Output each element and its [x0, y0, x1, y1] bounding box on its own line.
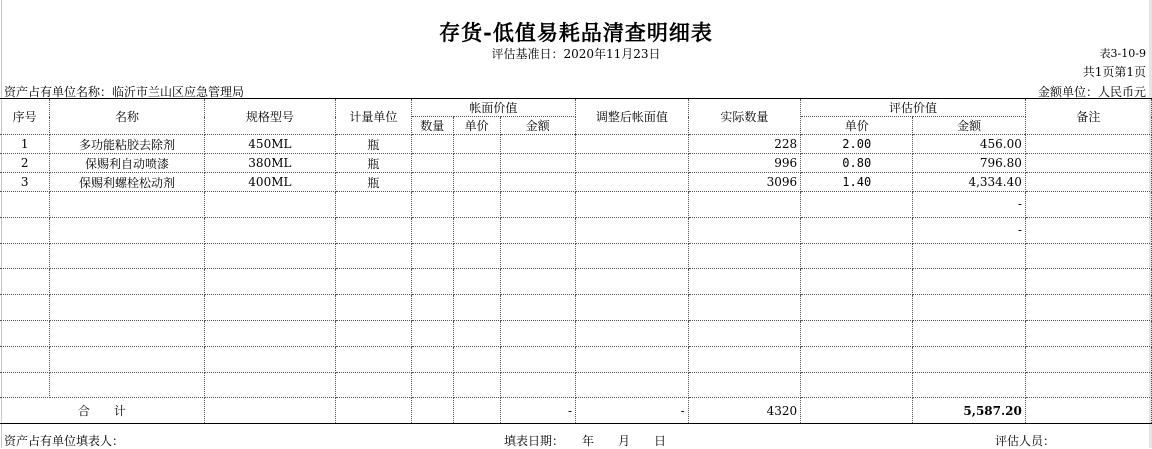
cell-price	[453, 154, 500, 173]
total-row	[0, 398, 1152, 424]
cell-eval-price	[801, 346, 913, 372]
cell-spec	[204, 192, 335, 218]
cell-price	[453, 135, 500, 154]
cell-actual-qty	[688, 372, 800, 398]
cell-remark	[1025, 320, 1151, 346]
col-amount: 金额	[500, 117, 576, 135]
cell-remark	[1025, 295, 1151, 321]
table-row	[0, 154, 1152, 173]
col-eval-value: 评估价值	[801, 99, 1026, 117]
cell-remark	[1025, 346, 1151, 372]
cell-eval-price: 2.00	[801, 135, 913, 154]
cell-seq	[0, 295, 50, 321]
cell-eval-price	[801, 320, 913, 346]
cell-eval-amount	[913, 269, 1026, 295]
table-row	[0, 346, 1152, 372]
cell-price	[453, 372, 500, 398]
total-eval-amount: 5,587.20	[913, 398, 1026, 424]
cell-seq	[0, 320, 50, 346]
cell-spec	[204, 217, 335, 243]
cell-spec: 380ML	[204, 154, 335, 173]
total-eval-price	[801, 398, 913, 424]
table-row	[0, 192, 1152, 218]
cell-name	[50, 295, 204, 321]
cell-eval-price	[801, 295, 913, 321]
cell-spec	[204, 295, 335, 321]
cell-adjusted	[576, 192, 689, 218]
col-book-value: 帐面价值	[411, 99, 575, 117]
cell-adjusted	[576, 217, 689, 243]
cell-spec: 450ML	[204, 135, 335, 154]
cell-amount	[500, 243, 576, 269]
cell-unit: 瓶	[336, 173, 412, 192]
cell-remark	[1025, 243, 1151, 269]
footer-filler: 资产占有单位填表人：	[4, 434, 125, 448]
cell-price	[453, 295, 500, 321]
total-label: 合 计	[0, 398, 204, 424]
cell-name	[50, 217, 204, 243]
cell-adjusted	[576, 269, 689, 295]
cell-qty	[411, 372, 453, 398]
cell-adjusted	[576, 135, 689, 154]
col-adjusted: 调整后帐面值	[576, 99, 689, 135]
cell-eval-amount: 796.80	[913, 154, 1026, 173]
cell-eval-price	[801, 192, 913, 218]
cell-eval-amount	[913, 243, 1026, 269]
total-spec	[204, 398, 335, 424]
cell-qty	[411, 192, 453, 218]
cell-spec	[204, 346, 335, 372]
cell-price	[453, 217, 500, 243]
cell-amount	[500, 192, 576, 218]
cell-remark	[1025, 192, 1151, 218]
cell-seq	[0, 372, 50, 398]
cell-adjusted	[576, 346, 689, 372]
table-row	[0, 269, 1152, 295]
cell-price	[453, 269, 500, 295]
report-title: 存货-低值易耗品清查明细表	[439, 20, 713, 45]
cell-remark	[1025, 217, 1151, 243]
footer-fill-date: 填表日期： 年 月 日	[504, 434, 667, 448]
table-row	[0, 295, 1152, 321]
cell-eval-price	[801, 243, 913, 269]
cell-name	[50, 269, 204, 295]
cell-unit	[336, 217, 412, 243]
cell-remark	[1025, 135, 1151, 154]
cell-eval-amount	[913, 372, 1026, 398]
cell-seq	[0, 346, 50, 372]
cell-amount	[500, 320, 576, 346]
footer-appraiser: 评估人员：	[995, 434, 1056, 448]
table-row	[0, 135, 1152, 154]
cell-adjusted	[576, 243, 689, 269]
cell-unit	[336, 346, 412, 372]
cell-amount	[500, 346, 576, 372]
cell-name: 保赐利螺栓松动剂	[50, 173, 204, 192]
cell-remark	[1025, 269, 1151, 295]
total-actual-qty: 4320	[688, 398, 800, 424]
table-row	[0, 173, 1152, 192]
total-book-amount: -	[500, 398, 576, 424]
cell-eval-amount	[913, 346, 1026, 372]
cell-actual-qty	[688, 217, 800, 243]
owner-unit: 资产占有单位名称：临沂市兰山区应急管理局	[4, 85, 245, 99]
cell-unit: 瓶	[336, 135, 412, 154]
table-row	[0, 243, 1152, 269]
cell-adjusted	[576, 320, 689, 346]
cell-actual-qty	[688, 192, 800, 218]
cell-eval-amount	[913, 295, 1026, 321]
table-row	[0, 217, 1152, 243]
cell-actual-qty	[688, 295, 800, 321]
total-adjusted: -	[576, 398, 689, 424]
cell-qty	[411, 154, 453, 173]
cell-qty	[411, 295, 453, 321]
col-unit: 计量单位	[336, 99, 412, 135]
cell-qty	[411, 269, 453, 295]
cell-unit	[336, 372, 412, 398]
cell-unit	[336, 295, 412, 321]
total-remark	[1025, 398, 1151, 424]
cell-eval-amount: -	[913, 192, 1026, 218]
cell-qty	[411, 243, 453, 269]
cell-qty	[411, 135, 453, 154]
total-price	[453, 398, 500, 424]
table-row	[0, 372, 1152, 398]
cell-unit	[336, 243, 412, 269]
cell-name	[50, 372, 204, 398]
total-qty	[411, 398, 453, 424]
cell-spec	[204, 269, 335, 295]
cell-name	[50, 192, 204, 218]
col-eval-price: 单价	[801, 117, 913, 135]
cell-spec	[204, 243, 335, 269]
col-qty: 数量	[411, 117, 453, 135]
cell-seq: 3	[0, 173, 50, 192]
page-info: 共1页第1页	[1082, 65, 1146, 79]
cell-qty	[411, 217, 453, 243]
cell-actual-qty	[688, 320, 800, 346]
cell-seq: 2	[0, 154, 50, 173]
cell-name: 多功能粘胶去除剂	[50, 135, 204, 154]
cell-seq	[0, 243, 50, 269]
col-eval-amount: 金额	[913, 117, 1026, 135]
cell-price	[453, 346, 500, 372]
cell-actual-qty	[688, 269, 800, 295]
table-row	[0, 320, 1152, 346]
base-date: 评估基准日：2020年11月23日	[491, 47, 661, 61]
cell-eval-price: 0.80	[801, 154, 913, 173]
cell-eval-price	[801, 269, 913, 295]
cell-actual-qty	[688, 243, 800, 269]
cell-remark	[1025, 372, 1151, 398]
cell-spec	[204, 320, 335, 346]
cell-name	[50, 320, 204, 346]
total-unit	[336, 398, 412, 424]
cell-actual-qty	[688, 346, 800, 372]
cell-price	[453, 320, 500, 346]
cell-adjusted	[576, 295, 689, 321]
cell-unit	[336, 192, 412, 218]
cell-amount	[500, 269, 576, 295]
cell-remark	[1025, 154, 1151, 173]
cell-eval-price: 1.40	[801, 173, 913, 192]
cell-spec: 400ML	[204, 173, 335, 192]
col-name: 名称	[50, 99, 204, 135]
col-remark: 备注	[1025, 99, 1151, 135]
cell-seq	[0, 269, 50, 295]
table-number: 表3-10-9	[1099, 47, 1146, 60]
cell-seq	[0, 217, 50, 243]
cell-qty	[411, 346, 453, 372]
cell-name: 保赐利自动喷漆	[50, 154, 204, 173]
cell-actual-qty: 996	[688, 154, 800, 173]
inventory-table	[0, 98, 1152, 424]
cell-amount	[500, 173, 576, 192]
cell-unit	[336, 320, 412, 346]
cell-amount	[500, 372, 576, 398]
cell-eval-price	[801, 217, 913, 243]
cell-eval-amount	[913, 320, 1026, 346]
cell-amount	[500, 295, 576, 321]
cell-eval-amount: -	[913, 217, 1026, 243]
cell-seq	[0, 192, 50, 218]
cell-amount	[500, 217, 576, 243]
currency-unit: 金额单位：人民币元	[1037, 85, 1146, 99]
cell-adjusted	[576, 154, 689, 173]
cell-price	[453, 192, 500, 218]
cell-amount	[500, 154, 576, 173]
cell-adjusted	[576, 372, 689, 398]
cell-eval-price	[801, 372, 913, 398]
cell-qty	[411, 173, 453, 192]
cell-price	[453, 243, 500, 269]
cell-eval-amount: 456.00	[913, 135, 1026, 154]
col-seq: 序号	[0, 99, 50, 135]
cell-remark	[1025, 173, 1151, 192]
cell-eval-amount: 4,334.40	[913, 173, 1026, 192]
col-actual-qty: 实际数量	[688, 99, 800, 135]
cell-actual-qty: 3096	[688, 173, 800, 192]
col-price: 单价	[453, 117, 500, 135]
col-spec: 规格型号	[204, 99, 335, 135]
cell-name	[50, 346, 204, 372]
cell-name	[50, 243, 204, 269]
cell-unit	[336, 269, 412, 295]
cell-unit: 瓶	[336, 154, 412, 173]
cell-seq: 1	[0, 135, 50, 154]
cell-actual-qty: 228	[688, 135, 800, 154]
cell-spec	[204, 372, 335, 398]
cell-price	[453, 173, 500, 192]
cell-qty	[411, 320, 453, 346]
cell-adjusted	[576, 173, 689, 192]
cell-amount	[500, 135, 576, 154]
